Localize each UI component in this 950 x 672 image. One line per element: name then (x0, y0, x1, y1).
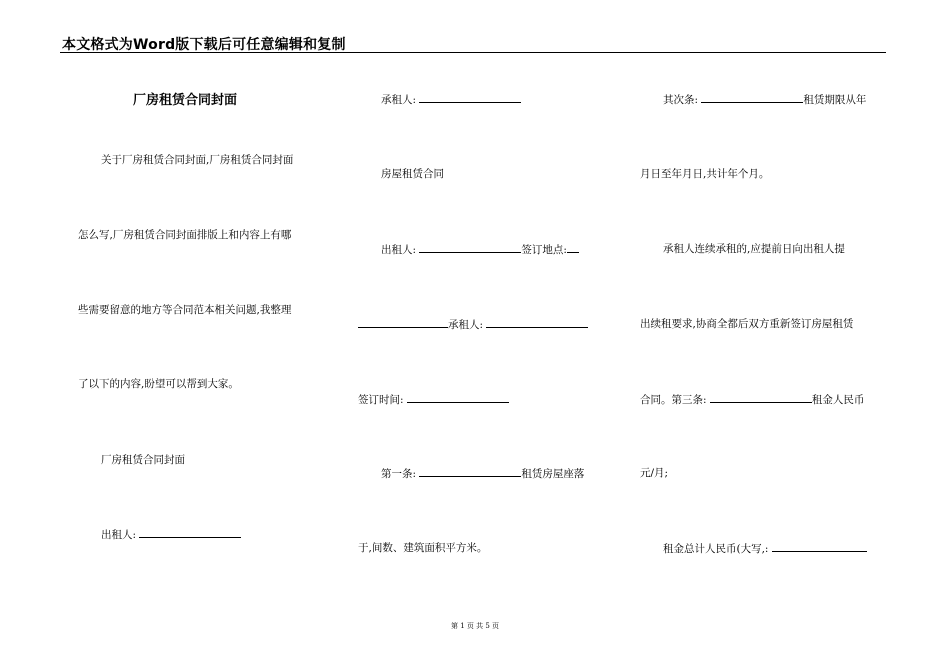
intro-line-2: 怎么写,厂房租赁合同封面排版上和内容上有哪 (78, 229, 292, 241)
lessee-pre-blank (358, 318, 448, 328)
article1-label: 第一条: (381, 468, 417, 480)
sign-time-line (358, 393, 509, 406)
article1-continuation: 于,间数、建筑面积平方米。 (358, 542, 488, 554)
renew-line-1: 承租人连续承租的,应提前日向出租人提 (663, 243, 845, 255)
total-rent-blank (772, 542, 867, 552)
article2-continuation: 月日至年月日,共计年个月。 (640, 168, 770, 180)
lessee-label-2: 承租人: (448, 319, 484, 331)
sign-place-blank (567, 243, 579, 253)
intro-line-1: 关于厂房租赁合同封面,厂房租赁合同封面 (101, 154, 294, 166)
lessor-label: 出租人: (101, 529, 137, 541)
document-header: 本文格式为Word版下载后可任意编辑和复制 (62, 37, 346, 53)
lessee-blank (419, 93, 521, 103)
article2-blank (701, 93, 803, 103)
lessee-sign-line (358, 318, 588, 331)
total-rent-label: 租金总计人民币(大写,: (663, 543, 769, 555)
column-3 (640, 0, 890, 672)
lessee-blank-2 (486, 318, 588, 328)
renew-line-2: 出续租要求,协商全都后双方重新签订房屋租赁 (640, 318, 854, 330)
lessor-line (78, 528, 241, 541)
article3-continuation: 元/月; (640, 467, 669, 479)
lessee-line (358, 93, 521, 106)
sign-time-label: 签订时间: (358, 394, 404, 406)
article1-line (358, 467, 584, 480)
lessor-label-2: 出租人: (381, 244, 417, 256)
column-2 (358, 0, 608, 672)
article3-prefix: 合同。第三条: (640, 394, 707, 406)
lessor-sign-line (358, 243, 579, 256)
article2-label: 其次条: (663, 94, 699, 106)
total-rent-line (640, 542, 867, 555)
cover-subtitle: 厂房租赁合同封面 (101, 454, 185, 466)
lessor-blank (139, 528, 241, 538)
intro-line-4: 了以下的内容,盼望可以帮到大家。 (78, 378, 239, 390)
article2-line (640, 93, 866, 106)
lessor-blank-2 (419, 243, 521, 253)
article1-blank (419, 467, 521, 477)
sign-time-blank (407, 393, 509, 403)
article3-blank (710, 393, 812, 403)
article3-line (640, 393, 864, 406)
sign-place-label: 签订地点: (521, 244, 567, 256)
column-1 (78, 0, 323, 672)
article2-text: 租赁期限从年 (803, 94, 867, 106)
lessee-label: 承租人: (381, 94, 417, 106)
article1-text: 租赁房屋座落 (521, 468, 585, 480)
intro-line-3: 些需要留意的地方等合同范本相关问题,我整理 (78, 304, 292, 316)
page-number: 第 1 页 共 5 页 (450, 622, 500, 630)
document-title: 厂房租赁合同封面 (133, 93, 238, 108)
article3-text: 租金人民币 (811, 394, 865, 406)
house-contract-title: 房屋租赁合同 (381, 168, 444, 180)
